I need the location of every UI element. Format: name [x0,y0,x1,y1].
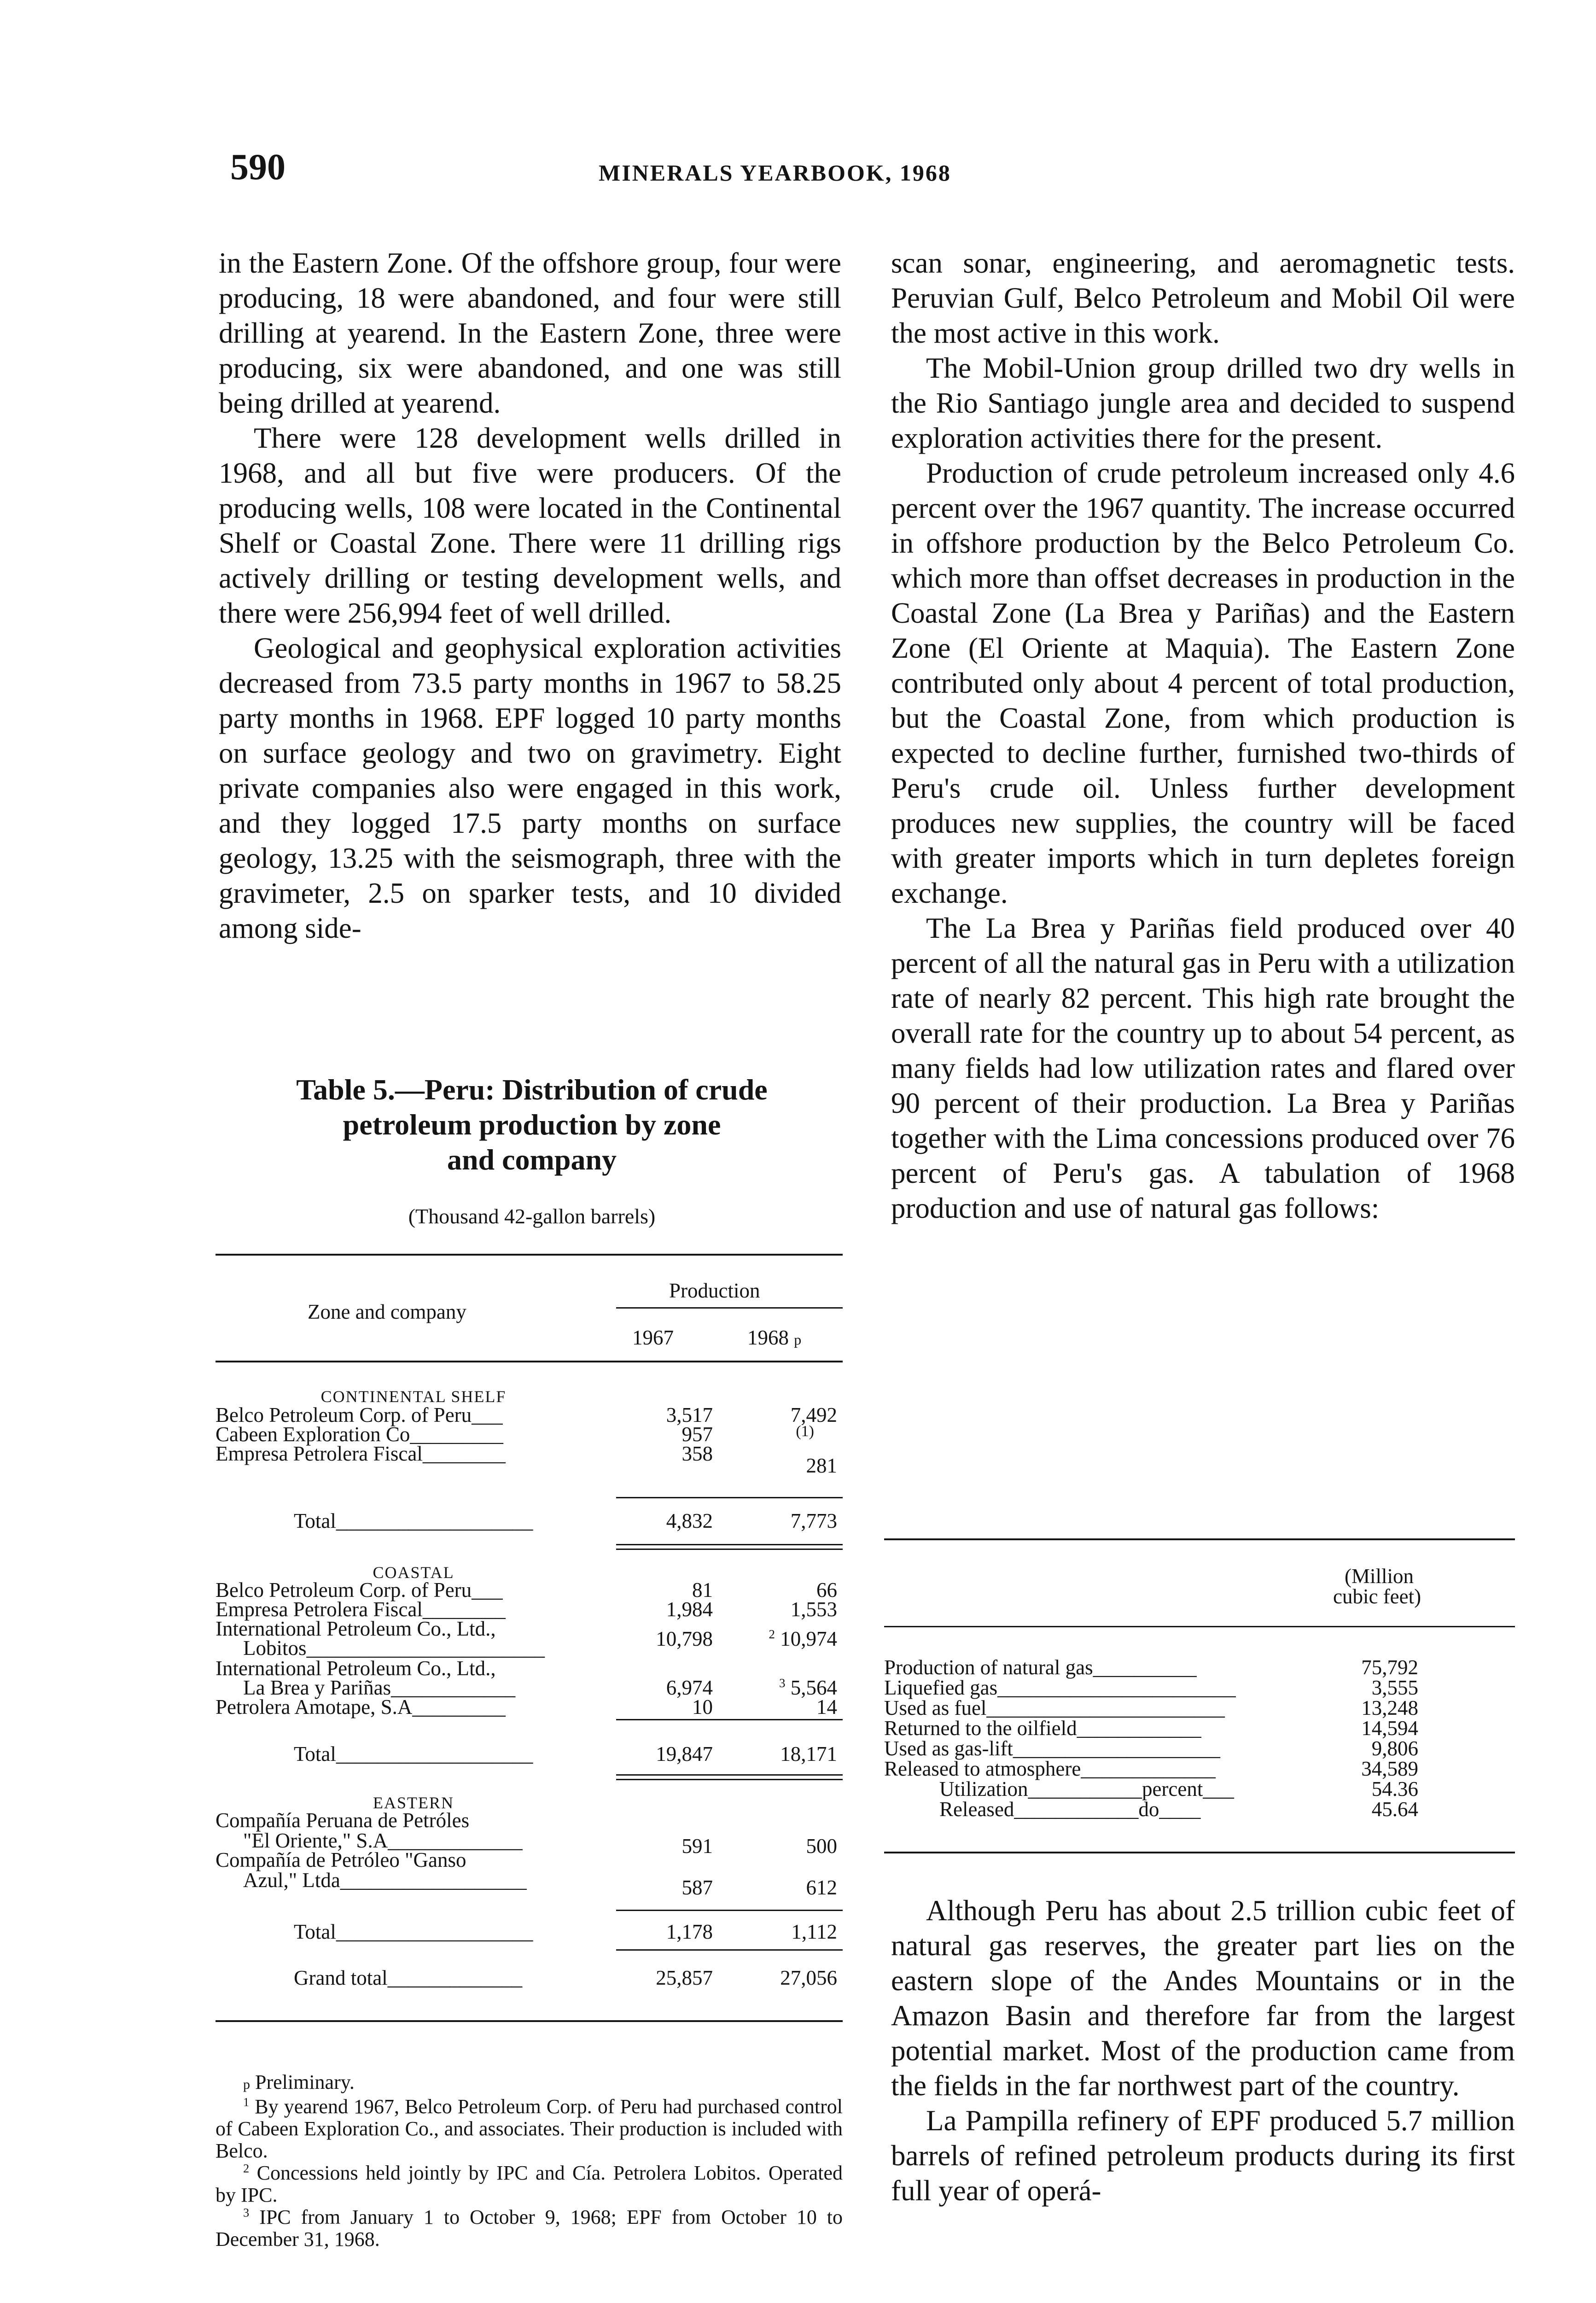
section-continental-shelf: CONTINENTAL SHELF [320,1387,507,1406]
table5-footnotes [216,2071,843,2250]
footnote: $^1$ By yearend 1967, Belco Petroleum Corp. of Peru had purchased control of Cabeen Exploration Co., and associates. Their production is included with Belco. [216,2095,843,2162]
paragraph: The Mobil-Union group drilled two dry wells in the Rio Santiago jungle area and decided to suspend exploration activities there for the present. [891,352,1515,454]
table-row-label: Lobitos_______________________ [243,1637,545,1660]
gas-row-label: Used as gas-lift____________________ [884,1737,1220,1760]
value-1968: $^2$ 10,974 [769,1627,837,1650]
table5-title [230,1072,833,1177]
gas-row-value: 9,806 [1371,1737,1418,1760]
table5-title-line: petroleum production by zone [343,1108,721,1141]
paragraph: Although Peru has about 2.5 trillion cubic feet of natural gas reserves, the greater part lies on the eastern slope of the Andes Mountains or in the Amazon Basin and therefore far from the largest potential market. Most of the production came from the fields in the far northwest part of the country. [891,1894,1515,2102]
gas-row-value: 45.64 [1371,1798,1418,1821]
gas-row-label: Released to atmosphere_____________ [884,1757,1216,1780]
value-1968: (1) [796,1423,814,1440]
value-1968: 7,773 [790,1509,837,1532]
table-row-label: Total___________________ [294,1742,533,1765]
gas-row-value: 3,555 [1371,1676,1418,1699]
table-row-label: La Brea y Pariñas____________ [243,1676,516,1699]
gas-unit-line: (Million [1345,1565,1414,1588]
value-1967: 1,984 [666,1598,713,1621]
table-row-label: Cabeen Exploration Co_________ [216,1423,503,1446]
table-row-label: Petrolera Amotape, S.A_________ [216,1695,506,1718]
value-1967: 957 [682,1423,713,1446]
footnote: p Preliminary. [243,2071,355,2093]
section-eastern: EASTERN [373,1794,454,1812]
table-rule [216,1254,843,1256]
value-1968: 500 [806,1835,837,1858]
table-row-label: Empresa Petrolera Fiscal________ [216,1598,506,1621]
table-rule [616,1949,843,1951]
value-1968: 66 [816,1578,837,1602]
col-header-production: Production [669,1279,760,1302]
table5-title-line: and company [447,1143,617,1176]
table-rule [616,1549,843,1550]
col-header-1968: 1968 p [747,1326,802,1349]
table-row-label: Total___________________ [294,1509,533,1532]
table-rule [216,2020,843,2022]
col-header-zone: Zone and company [308,1300,466,1323]
gas-row-label: Used as fuel_______________________ [884,1696,1225,1719]
running-head: MINERALS YEARBOOK, 1968 [599,160,951,186]
value-1968: 7,492 [790,1403,837,1426]
table5-subtitle: (Thousand 42-gallon barrels) [408,1204,656,1228]
gas-row-label: Released____________do____ [939,1798,1201,1821]
left-column-text [219,245,841,946]
paragraph: Production of crude petroleum increased only 4.6 percent over the 1967 quantity. The increase occurred in offshore production by the Belco Petroleum Co. which more than offset decreases in production in the Coastal Zone (La Brea y Pariñas) and the Eastern Zone (El Oriente at Maquia). The Eastern Zone contributed only about 4 percent of total production, but the Coastal Zone, from which production is expected to decline further, furnished two-thirds of Peru's crude oil. Unless further development produces new supplies, the country will be faced with greater imports which in turn depletes foreign exchange. [891,457,1515,909]
gas-row-label: Production of natural gas__________ [884,1656,1197,1679]
value-1967: 10 [692,1695,713,1718]
table-rule [884,1852,1515,1853]
gas-row-label: Liquefied gas_______________________ [884,1676,1236,1699]
gas-row-label: Utilization___________percent___ [939,1777,1234,1800]
table-row-label: International Petroleum Co., Ltd., [216,1657,496,1680]
gas-row-value: 54.36 [1371,1777,1418,1800]
table-rule [616,1544,843,1545]
table-row-label: "El Oriente," S.A_____________ [243,1829,523,1852]
table-rule [616,1497,843,1498]
table-rule [616,1774,843,1776]
paragraph: in the Eastern Zone. Of the offshore group, four were producing, 18 were abandoned, and four were still drilling at yearend. In the Eastern Zone, three were producing, six were abandoned, and one was still being drilled at yearend. [219,247,841,419]
paragraph: scan sonar, engineering, and aeromagnetic tests. Peruvian Gulf, Belco Petroleum and Mobil Oil were the most active in this work. [891,247,1515,349]
table-row-label: International Petroleum Co., Ltd., [216,1617,496,1640]
value-1967: 1,178 [666,1920,713,1943]
gas-unit-line: cubic feet) [1333,1585,1421,1608]
table-rule [884,1538,1515,1540]
gas-row-value: 13,248 [1361,1696,1418,1719]
table-rule [616,1910,843,1911]
table-row-label: Belco Petroleum Corp. of Peru___ [216,1578,503,1602]
section-coastal: COASTAL [373,1563,454,1582]
value-1968: 27,056 [780,1966,837,1989]
value-1968: $^3$ 5,564 [779,1676,837,1699]
right-column-text [891,245,1515,1226]
paragraph: The La Brea y Pariñas field produced over 40 percent of all the natural gas in Peru with a utilization rate of nearly 82 percent. This high rate brought the overall rate for the country up to about 54 percent, as many fields had low utilization rates and flared over 90 percent of their production. La Brea y Pariñas together with the Lima concessions produced over 76 percent of Peru's gas. A tabulation of 1968 production and use of natural gas follows: [891,912,1515,1224]
right-column-text-continued [891,1893,1515,2208]
table-rule [616,1719,843,1720]
paragraph: La Pampilla refinery of EPF produced 5.7 million barrels of refined petroleum products during its first full year of operá- [891,2104,1515,2207]
value-1968: 1,553 [790,1598,837,1621]
value-1967: 4,832 [666,1509,713,1532]
value-1968: 1,112 [791,1920,837,1943]
gas-row-value: 75,792 [1361,1656,1418,1679]
table5-title-line: Table 5.—Peru: Distribution of crude [296,1073,768,1106]
value-1967: 6,974 [666,1676,713,1699]
paragraph: There were 128 development wells drilled in 1968, and all but five were producers. Of the producing wells, 108 were located in the Continental Shelf or Coastal Zone. There were 11 drilling rigs actively drilling or testing development wells, and there were 256,994 feet of well drilled. [219,422,841,629]
value-1967: 3,517 [666,1403,713,1426]
value-1967: 81 [692,1578,713,1602]
table-rule [216,1361,843,1362]
table-row-label: Total___________________ [294,1920,533,1943]
gas-row-value: 34,589 [1361,1757,1418,1780]
table-rule [616,1779,843,1780]
gas-row-value: 14,594 [1361,1717,1418,1740]
gas-row-label: Returned to the oilfield____________ [884,1717,1201,1740]
value-1967: 10,798 [656,1627,713,1650]
footnote: $^2$ Concessions held jointly by IPC and Cía. Petrolera Lobitos. Operated by IPC. [216,2161,843,2206]
table-row-label: Compañía de Petróleo "Ganso [216,1848,466,1871]
value-1968: 281 [806,1454,837,1477]
value-1968: 14 [816,1695,837,1718]
paragraph: Geological and geophysical exploration activities decreased from 73.5 party months in 1967 to 58.25 party months in 1968. EPF logged 10 party months on surface geology and two on gravimetry. Eight private companies also were engaged in this work, and they logged 17.5 party months on surface geology, 13.25 with the seismograph, three with the gravimeter, 2.5 on sparker tests, and 10 divided among side- [219,632,841,944]
table-rule [616,1307,843,1309]
value-1967: 25,857 [656,1966,713,1989]
footnote: $^3$ IPC from January 1 to October 9, 1968; EPF from October 10 to December 31, 1968. [216,2205,843,2250]
table-row-label: Compañía Peruana de Petróles [216,1809,470,1832]
value-1967: 587 [682,1876,713,1899]
table-row-label: Belco Petroleum Corp. of Peru___ [216,1403,503,1426]
value-1967: 591 [682,1835,713,1858]
value-1967: 19,847 [656,1742,713,1765]
value-1968: 18,171 [780,1742,837,1765]
table-rule [884,1626,1515,1627]
page-number: 590 [230,147,285,187]
table-row-label: Azul," Ltda__________________ [243,1869,527,1892]
col-header-1967: 1967 [632,1326,674,1349]
value-1967: 358 [682,1442,713,1465]
table-row-label: Empresa Petrolera Fiscal________ [216,1442,506,1465]
table-row-label: Grand total_____________ [294,1966,523,1989]
value-1968: 612 [806,1876,837,1899]
